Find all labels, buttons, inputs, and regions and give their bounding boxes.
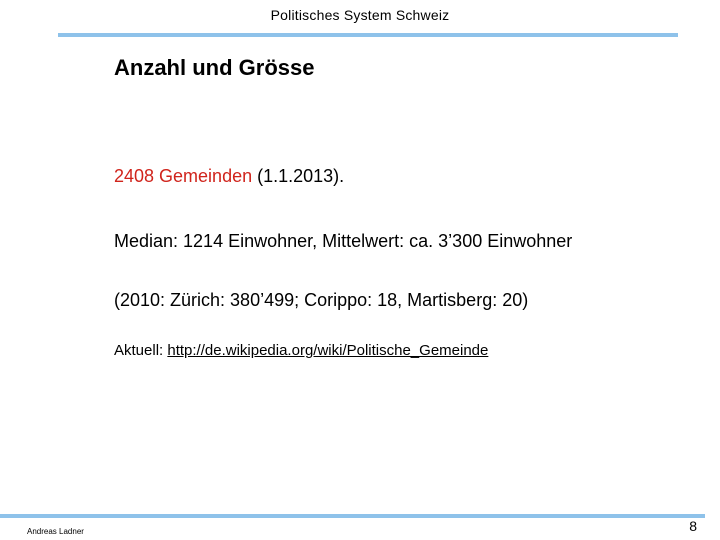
- municipality-count-highlight: 2408 Gemeinden: [114, 166, 253, 186]
- top-divider: [58, 33, 678, 37]
- wikipedia-link[interactable]: http://de.wikipedia.org/wiki/Politische_Gemeinde: [167, 342, 489, 359]
- current-info-line: [114, 342, 488, 359]
- page-number: 8: [689, 518, 697, 534]
- bottom-divider: [0, 514, 705, 518]
- footer-author: Andreas Ladner: [27, 527, 84, 536]
- current-info-label: Aktuell:: [114, 342, 168, 359]
- header-title: Politisches System Schweiz: [270, 7, 450, 23]
- example-municipalities-line: (2010: Zürich: 380’499; Corippo: 18, Martisberg: 20): [114, 290, 529, 310]
- municipality-count-line: [114, 166, 344, 187]
- population-stats-line: Median: 1214 Einwohner, Mittelwert: ca. 3’300 Einwohner: [114, 231, 573, 251]
- municipality-count-date: (1.1.2013).: [252, 166, 345, 186]
- slide-heading: Anzahl und Grösse: [114, 55, 315, 80]
